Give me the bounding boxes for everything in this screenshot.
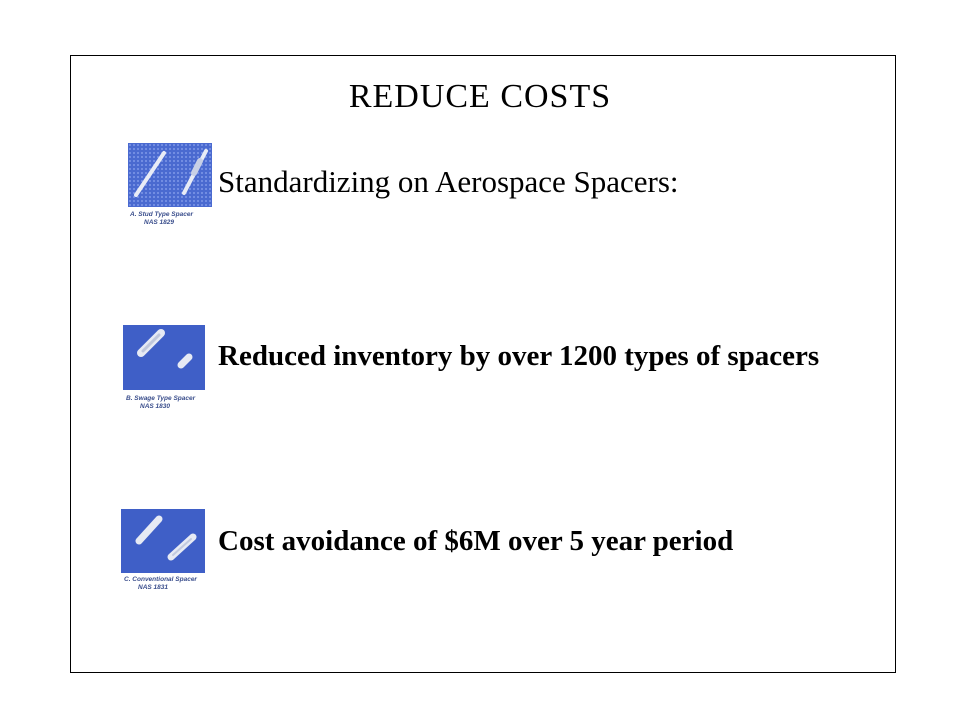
caption-line-2: NAS 1831 — [138, 584, 168, 591]
swage-spacer-image — [123, 325, 205, 390]
caption-line-1: B. Swage Type Spacer — [126, 395, 196, 402]
conventional-spacer-caption — [124, 576, 197, 592]
caption-line-2: NAS 1830 — [140, 403, 170, 410]
item-2-text: Reduced inventory by over 1200 types of spacers — [218, 340, 820, 372]
caption-line-1: C. Conventional Spacer — [124, 576, 197, 583]
stud-spacer-caption — [130, 211, 193, 227]
caption-line-1: A. Stud Type Spacer — [130, 211, 193, 218]
slide-title: REDUCE COSTS — [348, 78, 612, 115]
conventional-spacer-image — [121, 509, 205, 573]
swage-spacer-photo — [123, 325, 205, 390]
conventional-spacer-photo — [121, 509, 205, 573]
stud-spacer-image — [128, 143, 212, 207]
item-1-text: Standardizing on Aerospace Spacers: — [218, 164, 679, 199]
swage-spacer-caption — [126, 395, 195, 411]
stud-spacer-photo — [128, 143, 212, 207]
item-3-text: Cost avoidance of $6M over 5 year period — [218, 525, 734, 557]
caption-line-2: NAS 1829 — [144, 219, 174, 226]
